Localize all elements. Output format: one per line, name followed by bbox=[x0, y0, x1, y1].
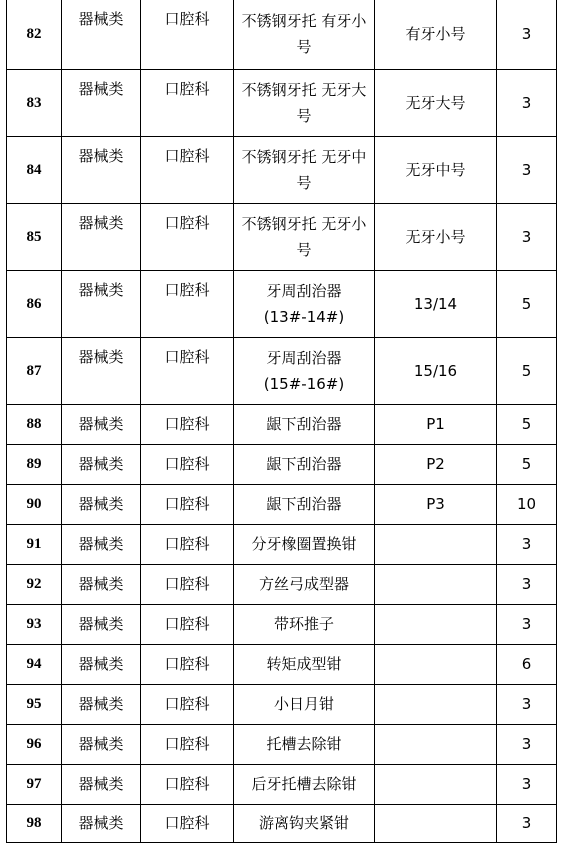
item-name-cell: 托槽去除钳 bbox=[234, 724, 375, 764]
category-cell: 器械类 bbox=[62, 270, 141, 337]
category-cell: 器械类 bbox=[62, 484, 141, 524]
item-name-cell: 牙周刮治器(13#-14#) bbox=[234, 270, 375, 337]
row-number: 94 bbox=[7, 644, 62, 684]
table-row bbox=[7, 524, 557, 564]
quantity-cell: 3 bbox=[497, 724, 557, 764]
row-number: 90 bbox=[7, 484, 62, 524]
row-number: 95 bbox=[7, 684, 62, 724]
row-number: 82 bbox=[7, 0, 62, 69]
row-number: 93 bbox=[7, 604, 62, 644]
quantity-cell: 3 bbox=[497, 203, 557, 270]
category-cell: 器械类 bbox=[62, 136, 141, 203]
spec-cell: 15/16 bbox=[375, 337, 497, 404]
department-cell: 口腔科 bbox=[141, 564, 234, 604]
quantity-cell: 3 bbox=[497, 684, 557, 724]
table-row bbox=[7, 684, 557, 724]
department-cell: 口腔科 bbox=[141, 337, 234, 404]
item-name-cell: 分牙橡圈置换钳 bbox=[234, 524, 375, 564]
category-cell: 器械类 bbox=[62, 203, 141, 270]
row-number: 83 bbox=[7, 69, 62, 136]
spec-cell bbox=[375, 564, 497, 604]
row-number: 87 bbox=[7, 337, 62, 404]
department-cell: 口腔科 bbox=[141, 0, 234, 69]
quantity-cell: 3 bbox=[497, 804, 557, 842]
department-cell: 口腔科 bbox=[141, 764, 234, 804]
table-row bbox=[7, 804, 557, 842]
item-name-cell: 后牙托槽去除钳 bbox=[234, 764, 375, 804]
spec-cell: 13/14 bbox=[375, 270, 497, 337]
spec-cell bbox=[375, 644, 497, 684]
quantity-cell: 5 bbox=[497, 444, 557, 484]
category-cell: 器械类 bbox=[62, 404, 141, 444]
table-row bbox=[7, 604, 557, 644]
category-cell: 器械类 bbox=[62, 524, 141, 564]
category-cell: 器械类 bbox=[62, 764, 141, 804]
table-row bbox=[7, 564, 557, 604]
category-cell: 器械类 bbox=[62, 0, 141, 69]
row-number: 85 bbox=[7, 203, 62, 270]
row-number: 86 bbox=[7, 270, 62, 337]
row-number: 88 bbox=[7, 404, 62, 444]
item-name-cell: 转矩成型钳 bbox=[234, 644, 375, 684]
spec-cell bbox=[375, 804, 497, 842]
spec-cell: P3 bbox=[375, 484, 497, 524]
spec-cell bbox=[375, 724, 497, 764]
department-cell: 口腔科 bbox=[141, 724, 234, 764]
row-number: 92 bbox=[7, 564, 62, 604]
spec-cell: P2 bbox=[375, 444, 497, 484]
table-row bbox=[7, 337, 557, 404]
department-cell: 口腔科 bbox=[141, 604, 234, 644]
quantity-cell: 5 bbox=[497, 270, 557, 337]
table-row bbox=[7, 69, 557, 136]
item-name-cell: 不锈钢牙托 无牙大号 bbox=[234, 69, 375, 136]
spec-cell: 无牙中号 bbox=[375, 136, 497, 203]
table-row bbox=[7, 764, 557, 804]
item-name-cell: 不锈钢牙托 有牙小号 bbox=[234, 0, 375, 69]
spec-cell bbox=[375, 764, 497, 804]
row-number: 98 bbox=[7, 804, 62, 842]
quantity-cell: 10 bbox=[497, 484, 557, 524]
department-cell: 口腔科 bbox=[141, 804, 234, 842]
spec-cell: 无牙大号 bbox=[375, 69, 497, 136]
spec-cell: 无牙小号 bbox=[375, 203, 497, 270]
quantity-cell: 6 bbox=[497, 644, 557, 684]
table-row bbox=[7, 724, 557, 764]
department-cell: 口腔科 bbox=[141, 444, 234, 484]
table-row bbox=[7, 644, 557, 684]
spec-cell bbox=[375, 524, 497, 564]
table-row bbox=[7, 270, 557, 337]
row-number: 97 bbox=[7, 764, 62, 804]
category-cell: 器械类 bbox=[62, 337, 141, 404]
row-number: 84 bbox=[7, 136, 62, 203]
category-cell: 器械类 bbox=[62, 804, 141, 842]
table-row bbox=[7, 404, 557, 444]
spec-cell bbox=[375, 684, 497, 724]
department-cell: 口腔科 bbox=[141, 524, 234, 564]
department-cell: 口腔科 bbox=[141, 270, 234, 337]
table-row bbox=[7, 484, 557, 524]
category-cell: 器械类 bbox=[62, 724, 141, 764]
category-cell: 器械类 bbox=[62, 564, 141, 604]
department-cell: 口腔科 bbox=[141, 684, 234, 724]
category-cell: 器械类 bbox=[62, 69, 141, 136]
row-number: 96 bbox=[7, 724, 62, 764]
table-row bbox=[7, 203, 557, 270]
item-name-cell: 龈下刮治器 bbox=[234, 444, 375, 484]
table-row bbox=[7, 444, 557, 484]
department-cell: 口腔科 bbox=[141, 136, 234, 203]
item-name-cell: 不锈钢牙托 无牙中号 bbox=[234, 136, 375, 203]
spec-cell bbox=[375, 604, 497, 644]
category-cell: 器械类 bbox=[62, 684, 141, 724]
row-number: 89 bbox=[7, 444, 62, 484]
quantity-cell: 3 bbox=[497, 764, 557, 804]
spec-cell: 有牙小号 bbox=[375, 0, 497, 69]
department-cell: 口腔科 bbox=[141, 69, 234, 136]
quantity-cell: 3 bbox=[497, 604, 557, 644]
item-name-cell: 方丝弓成型器 bbox=[234, 564, 375, 604]
row-number: 91 bbox=[7, 524, 62, 564]
item-name-cell: 龈下刮治器 bbox=[234, 404, 375, 444]
category-cell: 器械类 bbox=[62, 604, 141, 644]
category-cell: 器械类 bbox=[62, 444, 141, 484]
department-cell: 口腔科 bbox=[141, 203, 234, 270]
category-cell: 器械类 bbox=[62, 644, 141, 684]
quantity-cell: 3 bbox=[497, 136, 557, 203]
table-row bbox=[7, 0, 557, 69]
item-name-cell: 牙周刮治器(15#-16#) bbox=[234, 337, 375, 404]
department-cell: 口腔科 bbox=[141, 404, 234, 444]
department-cell: 口腔科 bbox=[141, 484, 234, 524]
item-name-cell: 龈下刮治器 bbox=[234, 484, 375, 524]
item-name-cell: 不锈钢牙托 无牙小号 bbox=[234, 203, 375, 270]
quantity-cell: 3 bbox=[497, 69, 557, 136]
department-cell: 口腔科 bbox=[141, 644, 234, 684]
item-name-cell: 游离钩夹紧钳 bbox=[234, 804, 375, 842]
quantity-cell: 3 bbox=[497, 0, 557, 69]
equipment-table bbox=[6, 0, 557, 843]
quantity-cell: 5 bbox=[497, 337, 557, 404]
item-name-cell: 带环推子 bbox=[234, 604, 375, 644]
spec-cell: P1 bbox=[375, 404, 497, 444]
table-row bbox=[7, 136, 557, 203]
quantity-cell: 5 bbox=[497, 404, 557, 444]
quantity-cell: 3 bbox=[497, 524, 557, 564]
item-name-cell: 小日月钳 bbox=[234, 684, 375, 724]
quantity-cell: 3 bbox=[497, 564, 557, 604]
